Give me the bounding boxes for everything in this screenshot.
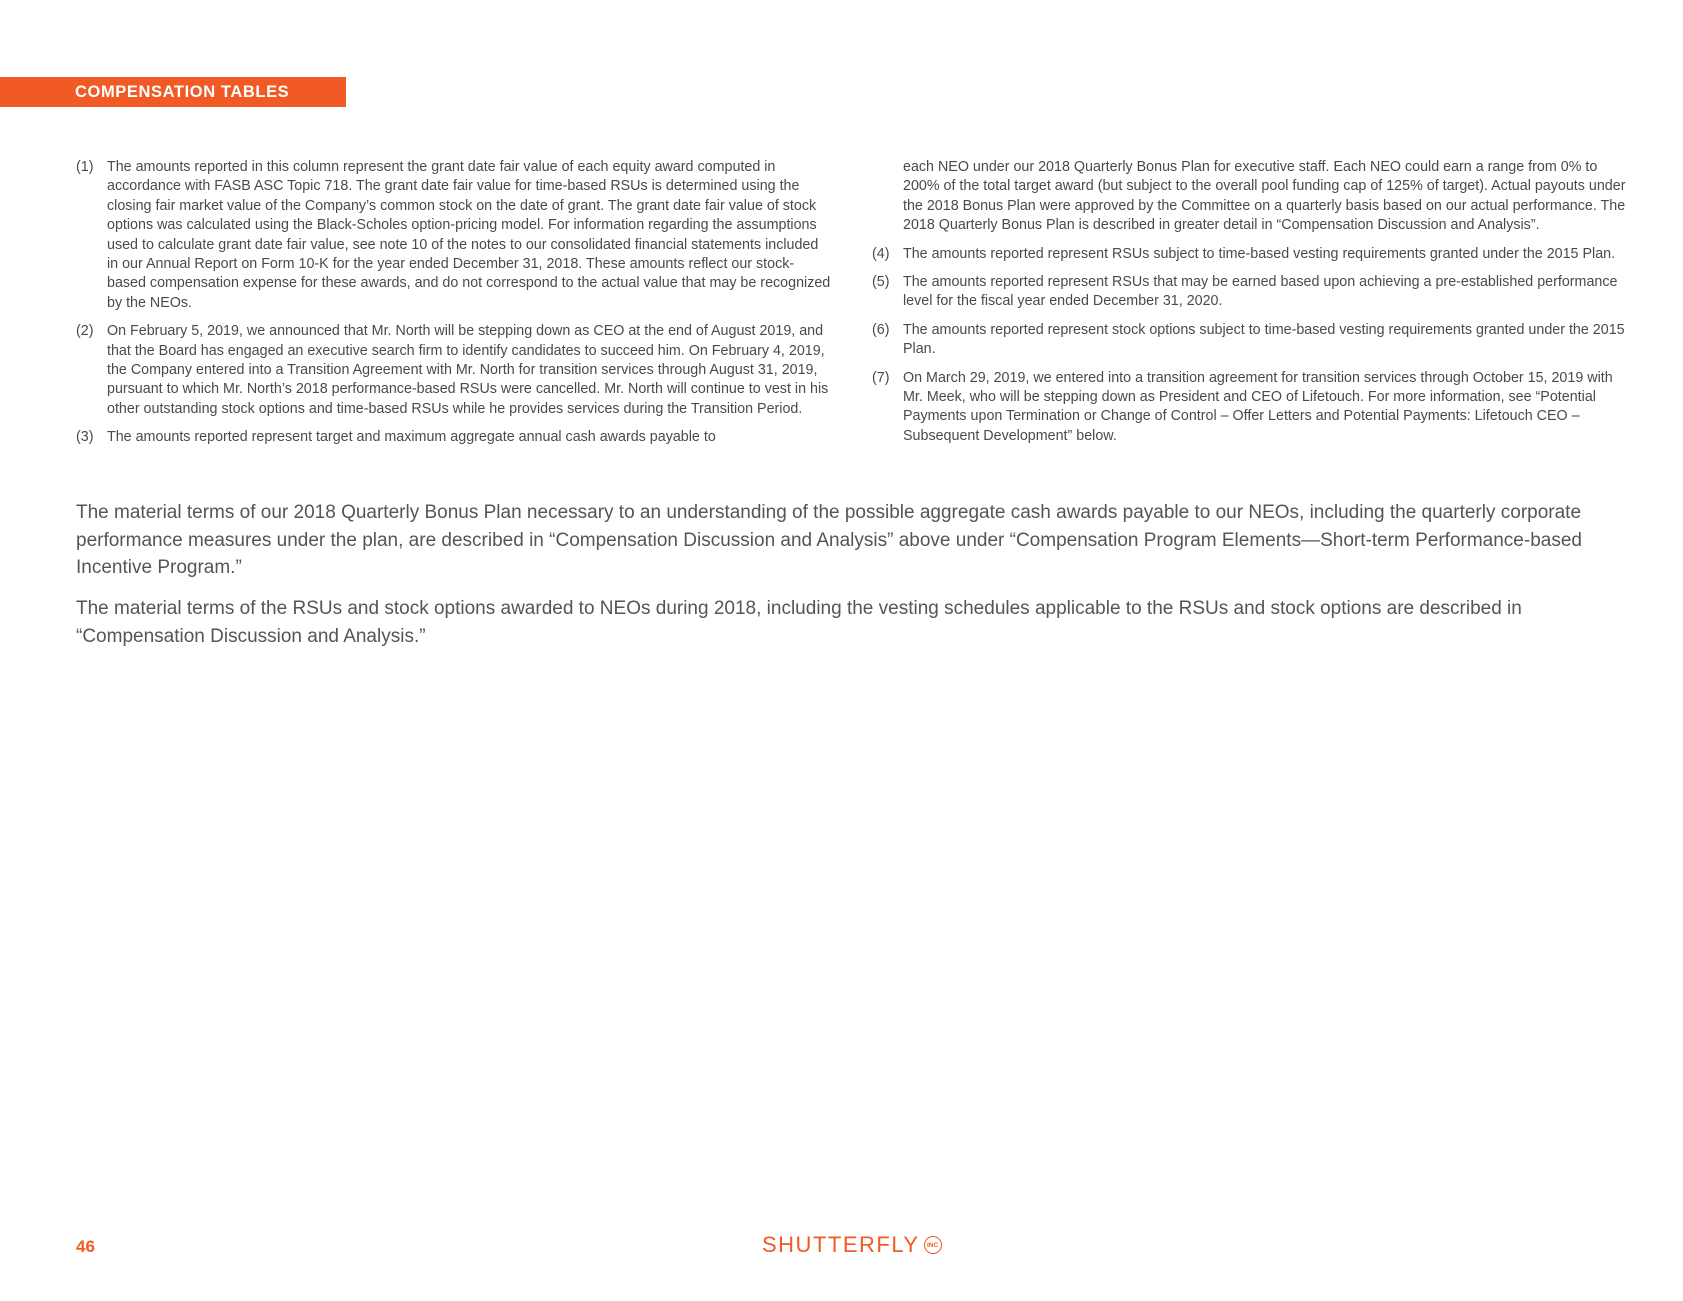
- footnotes-right-column: [872, 158, 1627, 455]
- footnote-5: [872, 273, 1627, 312]
- body-paragraph-rsu-terms: The material terms of the RSUs and stock options awarded to NEOs during 2018, including the vesting schedules applicable to the RSUs and stock options are described in “Compensation Discussion and Analysis.”: [76, 598, 1522, 647]
- footnotes-left-column: [76, 158, 831, 457]
- footnote-7: [872, 369, 1627, 447]
- footnote-text: The amounts reported represent stock options subject to time-based vesting requirements granted under the 2015 Plan.: [903, 321, 1625, 358]
- footnote-3: [76, 428, 831, 447]
- footnote-number: (4): [872, 245, 890, 262]
- page-number: 46: [76, 1237, 95, 1256]
- shutterfly-logo: [762, 1232, 942, 1258]
- footnote-number: (1): [76, 159, 94, 175]
- footnote-2: [76, 322, 831, 419]
- logo-wordmark: SHUTTERFLY: [762, 1232, 920, 1257]
- footnote-4: [872, 245, 1627, 264]
- footnote-text: each NEO under our 2018 Quarterly Bonus Plan for executive staff. Each NEO could earn a range from 0% to 200% of the total target award (but subject to the overall pool funding cap of 125% of target). Actual payouts under the 2018 Bonus Plan were approved by the Committee on a quarterly basis based on our actual performance. The 2018 Quarterly Bonus Plan is described in greater detail in “Compensation Discussion and Analysis”.: [903, 159, 1626, 234]
- section-header-tab: [0, 77, 346, 107]
- footnote-3-continued: [872, 158, 1627, 236]
- footnote-number: (3): [76, 429, 94, 446]
- footnote-number: (7): [872, 369, 890, 386]
- footnote-number: (2): [76, 323, 94, 340]
- footnote-number: (5): [872, 274, 890, 291]
- footnote-text: The amounts reported represent RSUs subject to time-based vesting requirements granted under the 2015 Plan.: [903, 245, 1616, 262]
- footnote-6: [872, 321, 1627, 360]
- footnote-text: On February 5, 2019, we announced that Mr. North will be stepping down as CEO at the end of August 2019, and that the Board has engaged an executive search firm to identify candidates to succeed him. On February 4, 2019, the Company entered into a Transition Agreement with Mr. North for transition services through August 31, 2019, pursuant to which Mr. North’s 2018 performance-based RSUs were cancelled. Mr. North will continue to vest in his other outstanding stock options and time-based RSUs while he provides services during the Transition Period.: [107, 323, 829, 417]
- footnote-text: The amounts reported in this column represent the grant date fair value of each equity award computed in accordance with FASB ASC Topic 718. The grant date fair value for time-based RSUs is determined using the closing fair market value of the Company’s common stock on the date of grant. The grant date fair value of stock options was calculated using the Black-Scholes option-pricing model. For information regarding the assumptions used to calculate grant date fair value, see note 10 of the notes to our consolidated financial statements included in our Annual Report on Form 10-K for the year ended December 31, 2018. These amounts reflect our stock-based compensation expense for these awards, and do not correspond to the actual value that may be recognized by the NEOs.: [107, 159, 831, 311]
- footnote-text: On March 29, 2019, we entered into a transition agreement for transition services through October 15, 2019 with Mr. Meek, who will be stepping down as President and CEO of Lifetouch. For more information, see “Potential Payments upon Termination or Change of Control – Offer Letters and Potential Payments: Lifetouch CEO – Subsequent Development” below.: [903, 369, 1613, 444]
- body-paragraph-bonus-plan: The material terms of our 2018 Quarterly Bonus Plan necessary to an understanding of the possible aggregate cash awards payable to our NEOs, including the quarterly corporate performance measures under the plan, are described in “Compensation Discussion and Analysis” above under “Compensation Program Elements—Short-term Performance-based Incentive Program.”: [76, 502, 1582, 578]
- section-label: COMPENSATION TABLES: [75, 83, 290, 101]
- footnote-text: The amounts reported represent target and maximum aggregate annual cash awards payable to: [107, 429, 716, 446]
- footnote-1: [76, 158, 831, 313]
- footnote-text: The amounts reported represent RSUs that may be earned based upon achieving a pre-established performance level for the fiscal year ended December 31, 2020.: [903, 274, 1618, 310]
- logo-inc-badge: INC: [924, 1236, 942, 1254]
- footnote-number: (6): [872, 321, 890, 338]
